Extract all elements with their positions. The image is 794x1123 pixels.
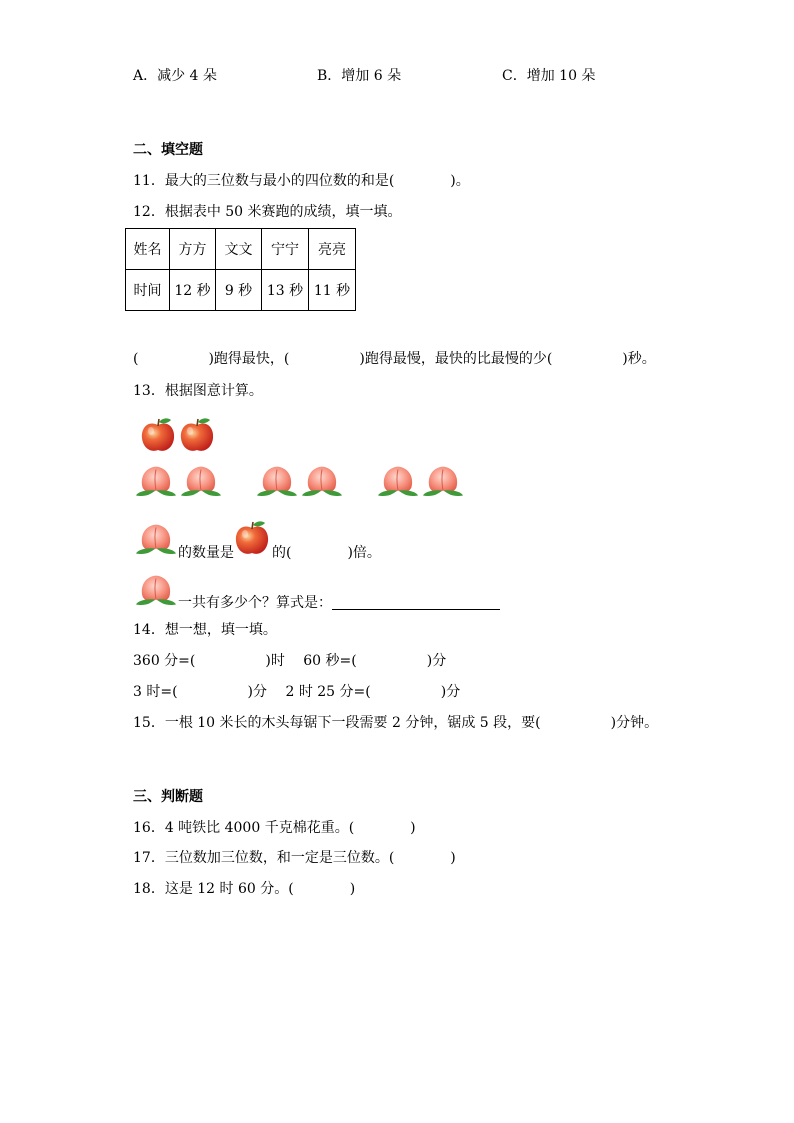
table-cell: 文文 [216,229,262,270]
table-row [126,270,356,311]
question-13: 13．根据图意计算。 [133,383,263,399]
table-cell: 宁宁 [262,229,309,270]
question-14-line-2: 3 时=( )分 2 时 25 分=( )分 [133,684,461,700]
section-title-true-false: 三、判断题 [133,789,203,805]
question-13-ratio-blank: 的( )倍。 [272,545,381,561]
question-12: 12．根据表中 50 米赛跑的成绩，填一填。 [133,204,402,220]
table-cell: 时间 [126,270,170,311]
peach-icon [180,463,222,499]
option-c: C．增加 10 朵 [502,68,596,84]
question-11: 11．最大的三位数与最小的四位数的和是( )。 [133,173,470,189]
table-cell: 姓名 [126,229,170,270]
table-cell: 9 秒 [216,270,262,311]
section-title-fill-in: 二、填空题 [133,142,203,158]
apple-icon [234,519,270,557]
peach-icon [135,572,177,608]
peach-icon [135,521,177,557]
apple-icon [140,416,176,454]
question-18: 18．这是 12 时 60 分。( ) [133,881,356,897]
option-a: A．减少 4 朵 [133,68,217,84]
peach-icon [377,463,419,499]
option-b: B．增加 6 朵 [317,68,402,84]
question-13-ratio-text: 的数量是 [178,545,234,561]
peach-icon [422,463,464,499]
question-16: 16．4 吨铁比 4000 千克棉花重。( ) [133,820,416,836]
question-14: 14．想一想，填一填。 [133,622,277,638]
apple-icon [179,416,215,454]
question-12-blanks: ( )跑得最快，( )跑得最慢，最快的比最慢的少( )秒。 [133,351,656,367]
question-17: 17．三位数加三位数，和一定是三位数。( ) [133,850,456,866]
table-row [126,229,356,270]
answer-underline [332,609,500,610]
table-cell: 13 秒 [262,270,309,311]
table-cell: 亮亮 [309,229,356,270]
question-15: 15．一根 10 米长的木头每锯下一段需要 2 分钟，锯成 5 段，要( )分钟。 [133,715,659,731]
question-14-line-1: 360 分=( )时 60 秒=( )分 [133,653,447,669]
peach-icon [135,463,177,499]
table-cell: 12 秒 [170,270,216,311]
question-13-total-text: 一共有多少个？算式是： [178,595,332,611]
peach-icon [301,463,343,499]
table-cell: 方方 [170,229,216,270]
table-cell: 11 秒 [309,270,356,311]
peach-icon [256,463,298,499]
race-results-table [125,228,356,311]
